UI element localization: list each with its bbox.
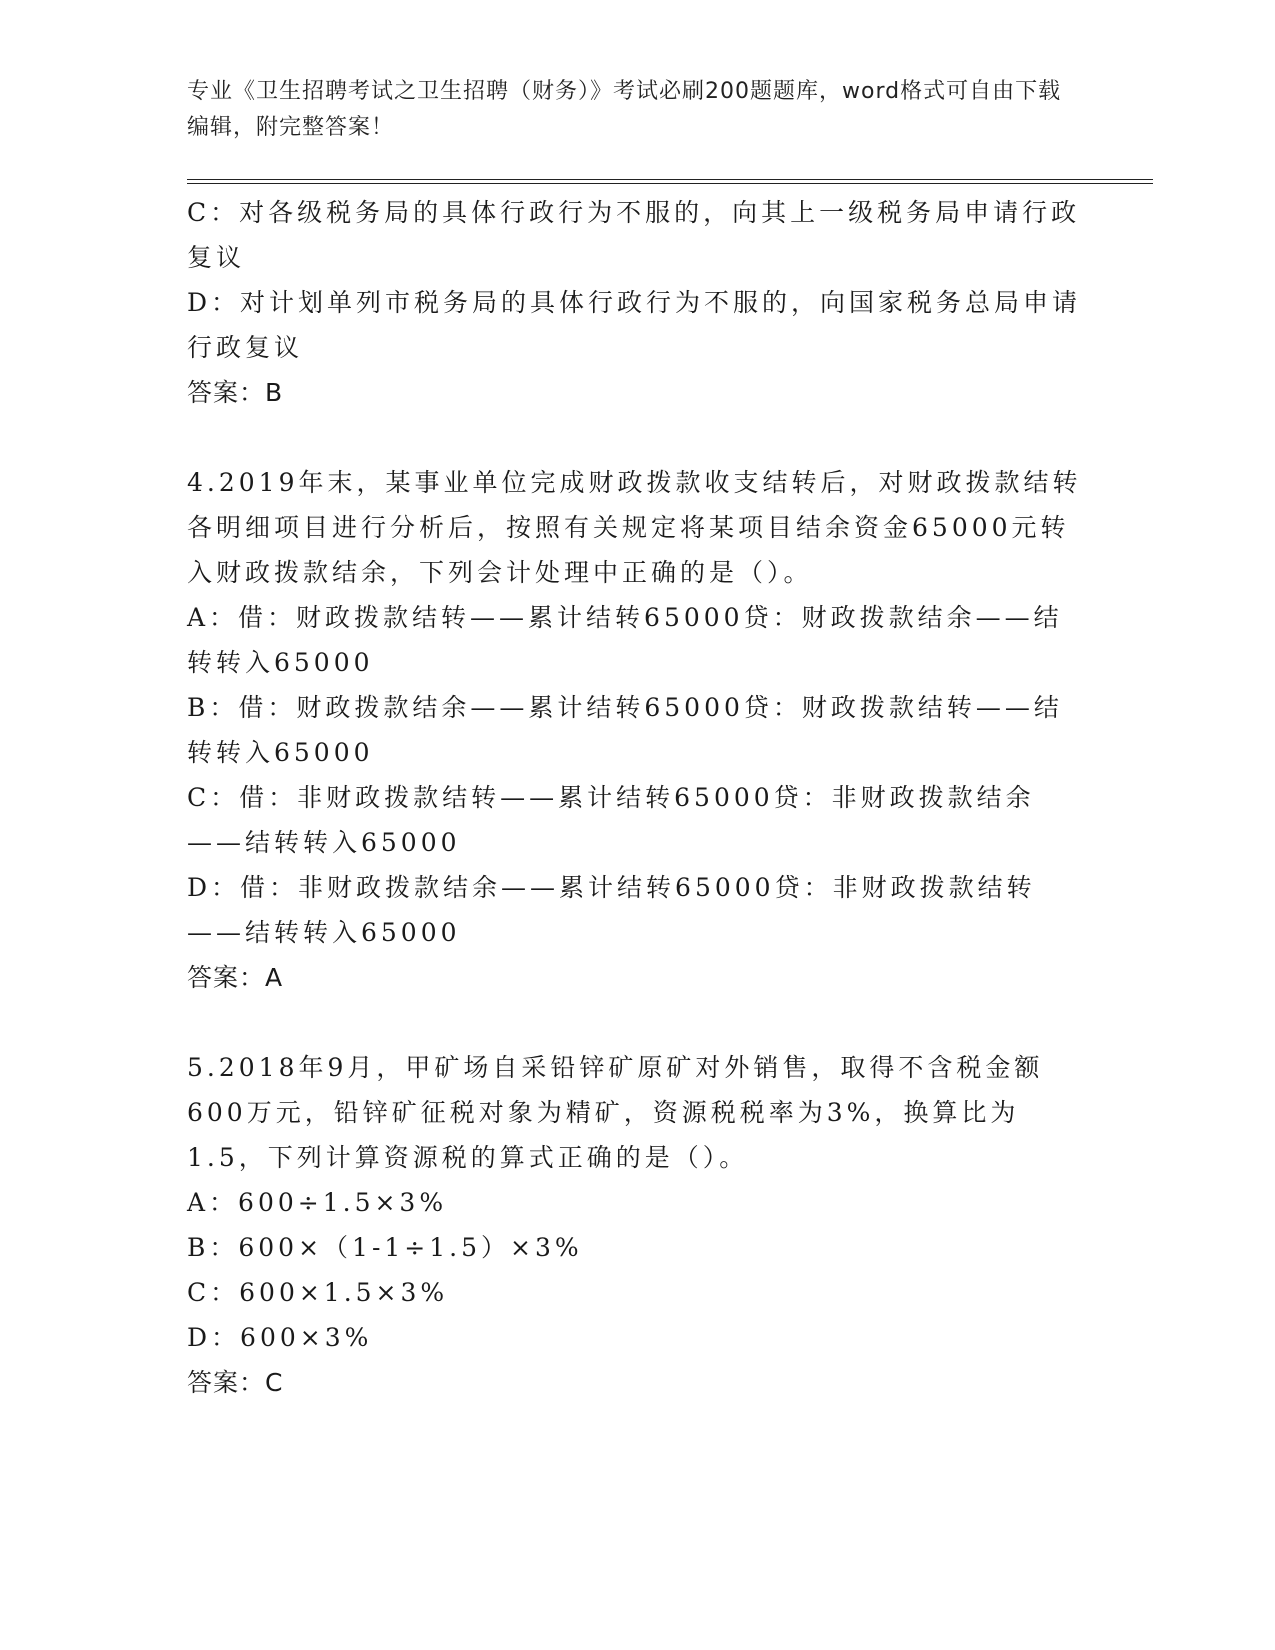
question-4 xyxy=(187,460,1087,1000)
option-d: D：借：非财政拨款结余——累计结转65000贷：非财政拨款结转——结转转入65000 xyxy=(187,873,1036,947)
option-b: B：600×（1-1÷1.5）×3% xyxy=(187,1233,583,1262)
option-a: A：600÷1.5×3% xyxy=(187,1188,448,1217)
question-stem: 5.2018年9月，甲矿场自采铅锌矿原矿对外销售，取得不含税金额600万元，铅锌矿征税对象为精矿，资源税税率为3%，换算比为1.5，下列计算资源税的算式正确的是（）。 xyxy=(187,1053,1044,1172)
answer-line: 答案：A xyxy=(187,963,284,992)
header-divider-second xyxy=(187,183,1153,184)
header-divider xyxy=(187,179,1153,180)
section-gap xyxy=(187,1000,1087,1045)
document-body xyxy=(187,190,1087,1405)
option-c: C：借：非财政拨款结转——累计结转65000贷：非财政拨款结余——结转转入65000 xyxy=(187,783,1035,857)
section-gap xyxy=(187,415,1087,460)
option-b: B：借：财政拨款结余——累计结转65000贷：财政拨款结转——结转转入65000 xyxy=(187,693,1063,767)
option-d: D：对计划单列市税务局的具体行政行为不服的，向国家税务总局申请行政复议 xyxy=(187,288,1082,362)
answer-line: 答案：C xyxy=(187,1368,284,1397)
answer-line: 答案：B xyxy=(187,378,284,407)
option-a: A：借：财政拨款结转——累计结转65000贷：财政拨款结余——结转转入65000 xyxy=(187,603,1063,677)
option-d: D：600×3% xyxy=(187,1323,373,1352)
question-5 xyxy=(187,1045,1087,1405)
question-stem: 4.2019年末，某事业单位完成财政拨款收支结转后，对财政拨款结转各明细项目进行分析后，按照有关规定将某项目结余资金65000元转入财政拨款结余，下列会计处理中正确的是（）。 xyxy=(187,468,1082,587)
option-c: C：600×1.5×3% xyxy=(187,1278,449,1307)
document-header xyxy=(187,74,1067,146)
document-title: 专业《卫生招聘考试之卫生招聘（财务）》考试必刷200题题库，word格式可自由下载编辑，附完整答案！ xyxy=(187,79,1062,140)
option-c: C：对各级税务局的具体行政行为不服的，向其上一级税务局申请行政复议 xyxy=(187,198,1081,272)
question-3 xyxy=(187,190,1087,415)
